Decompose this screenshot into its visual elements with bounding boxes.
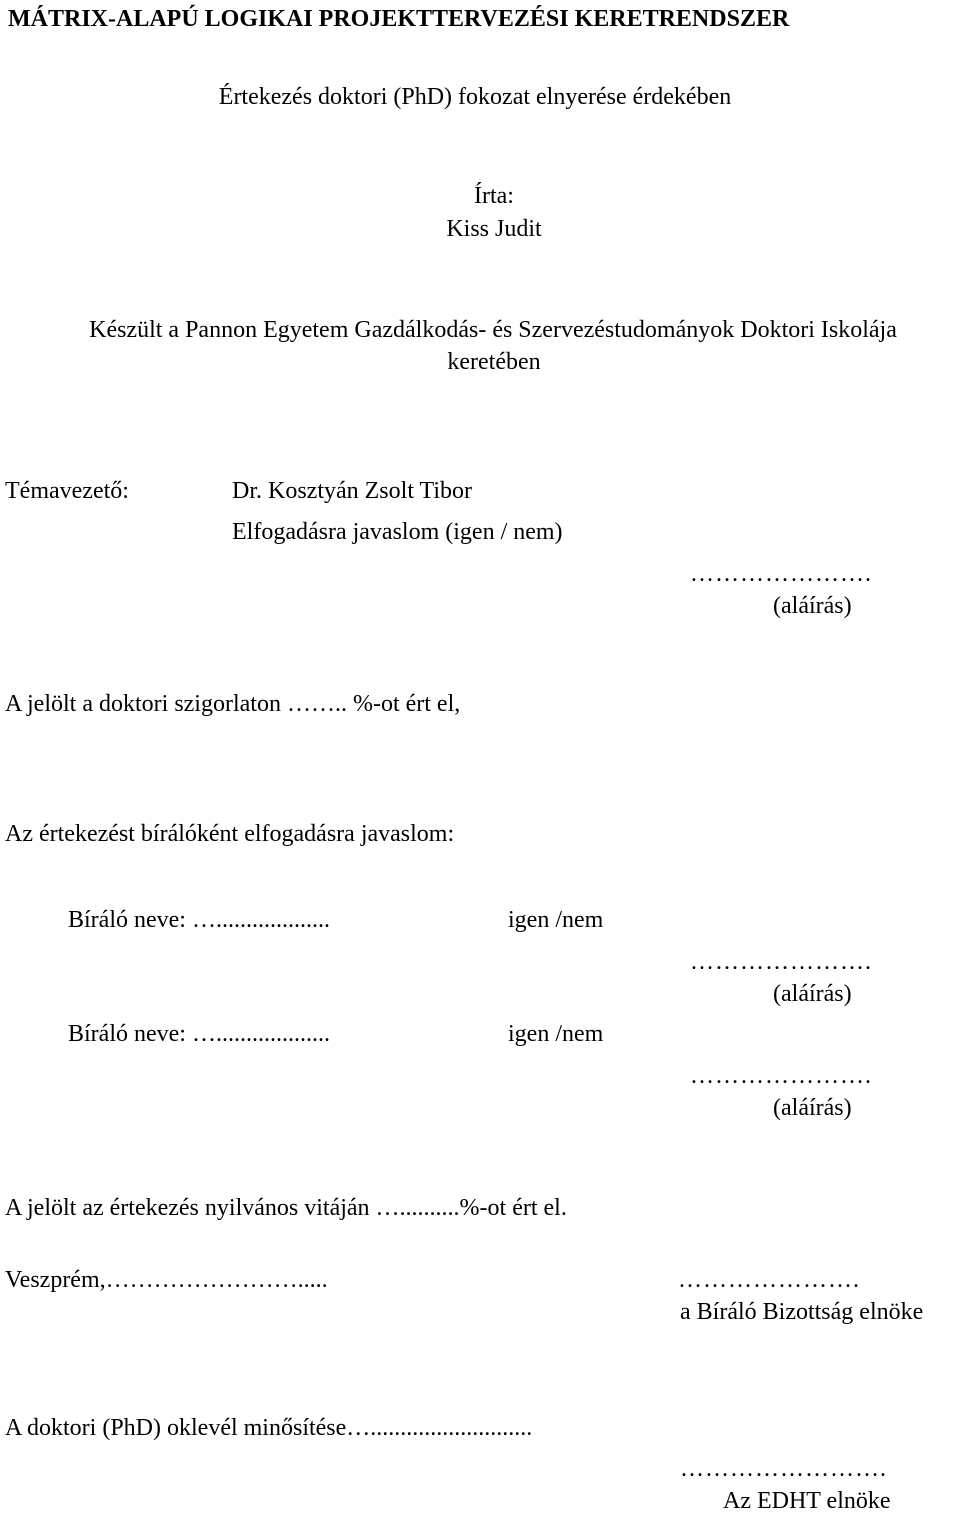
reviewer-2-signature-label: (aláírás) (773, 1095, 852, 1121)
exam-result-line: A jelölt a doktori szigorlaton …….. %-ot ért el, (5, 691, 461, 717)
reviewer-2-choice: igen /nem (508, 1021, 604, 1047)
reviewer-1-signature-label: (aláírás) (773, 981, 852, 1007)
institution-line-1: Készült a Pannon Egyetem Gazdálkodás- és Szervezéstudományok Doktori Iskolája (89, 317, 897, 343)
author-label: Írta: (474, 183, 514, 209)
supervisor-signature-label: (aláírás) (773, 593, 852, 619)
committee-signature-dots: …………………. (678, 1267, 860, 1293)
document-subtitle: Értekezés doktori (PhD) fokozat elnyerése érdekében (218, 84, 732, 110)
edht-chair-label: Az EDHT elnöke (723, 1488, 891, 1514)
author-name: Kiss Judit (446, 216, 542, 242)
committee-chair-label: a Bíráló Bizottság elnöke (680, 1299, 924, 1325)
supervisor-label: Témavezető: (5, 478, 129, 504)
qualification-line: A doktori (PhD) oklevél minősítése…........................... (5, 1415, 533, 1441)
reviewer-2-name: Bíráló neve: …................... (68, 1021, 330, 1047)
supervisor-signature-dots: …………………. (690, 561, 872, 587)
reviewer-1-name: Bíráló neve: …................... (68, 907, 330, 933)
supervisor-name: Dr. Kosztyán Zsolt Tibor (232, 478, 473, 504)
reviewer-2-signature-dots: …………………. (690, 1063, 872, 1089)
public-defense-line: A jelölt az értekezés nyilvános vitáján …..........%-ot ért el. (5, 1195, 567, 1221)
edht-signature-dots: ……………………. (680, 1456, 887, 1482)
place-line: Veszprém,……………………..... (5, 1267, 328, 1293)
supervisor-recommendation: Elfogadásra javaslom (igen / nem) (232, 519, 563, 545)
reviewer-1-choice: igen /nem (508, 907, 604, 933)
document-title: MÁTRIX-ALAPÚ LOGIKAI PROJEKTTERVEZÉSI KERETRENDSZER (8, 6, 790, 32)
reviewers-intro: Az értekezést bírálóként elfogadásra javaslom: (5, 821, 455, 847)
reviewer-1-signature-dots: …………………. (690, 949, 872, 975)
institution-line-2: keretében (447, 349, 541, 375)
